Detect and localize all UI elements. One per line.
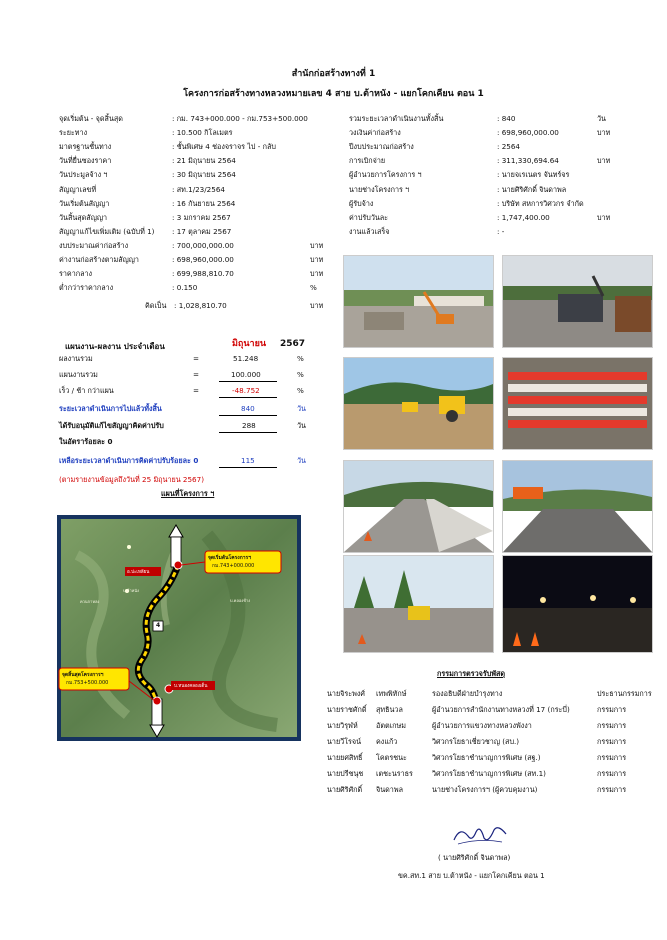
committee-last-name: เตชะนราธร [376,769,413,778]
detail-value: : 0.150 [172,283,198,293]
detail-value: : 700,000,000.00 [172,240,234,250]
divider [219,467,277,468]
committee-first-name: นายราชศักดิ์ [327,705,367,714]
detail-unit: บาท [310,255,324,264]
progress-row-value: 51.248 [233,354,259,363]
progress-row-label: แผนงานรวม [59,370,98,379]
committee-position: ผู้อำนวยการสำนักงานทางหลวงที่ 17 (กระบี่) [432,705,570,714]
map-place-label: ควนกาหลง [80,599,100,604]
detail-label: ผู้รับจ้าง [349,198,374,208]
committee-first-name: นายจิระพงศ์ [327,689,365,698]
detail-label: วันสิ้นสุดสัญญา [59,212,107,222]
detail-value: : บริษัท สหการวิศวกร จำกัด [497,198,584,208]
construction-photo [343,460,494,553]
committee-first-name: นายยศสิทธิ์ [327,753,363,762]
detail-label: วันที่ยื่นซองราคา [59,156,112,166]
progress-row-unit: % [297,370,304,379]
detail-value: : 10.500 กิโลเมตร [172,128,233,138]
detail-label: ระยะทาง [59,128,88,138]
map-route-number: 4 [156,622,161,629]
progress-title: แผนงาน-ผลงาน ประจำเดือน [65,342,165,351]
exempt-label: ได้รับอนุมัติแก้ไขสัญญาคิดค่าปรับ [59,421,164,430]
detail-value: : สท.1/23/2564 [172,184,225,194]
below-price-value: : 1,028,810.70 [174,301,227,310]
detail-value: : นายจเรเนตร จันทร์จร [497,170,570,180]
detail-label: ค่างานก่อสร้างตามสัญญา [59,255,139,264]
divider [219,397,277,398]
progress-row-eq: = [193,386,200,395]
construction-photo [502,255,653,348]
detail-label: งบประมาณค่าก่อสร้าง [59,240,129,250]
detail-unit: บาท [597,128,611,138]
detail-label: การเบิกจ่าย [349,156,386,166]
progress-row-label: ผลงานรวม [59,354,93,363]
divider [219,415,277,416]
progress-row-value: 100.000 [231,370,261,379]
committee-role: กรรมการ [597,721,627,730]
map-graphic [57,515,301,741]
progress-row-value: -48.752 [232,386,260,395]
project-title: โครงการก่อสร้างทางหลวงหมายเลข 4 สาย บ.ต้าหนัง - แยกโคกเคียน ตอน 1 [183,89,484,99]
committee-last-name: อัตตเกษม [376,721,406,730]
detail-value: : 698,960,000.00 [497,128,559,138]
detail-unit: บาท [310,240,324,250]
remain-value: 115 [241,456,255,465]
detail-value: : 21 มิถุนายน 2564 [172,156,236,166]
detail-value: : 698,960,000.00 [172,255,234,264]
fine-label: ในอัตราร้อยละ 0 [59,437,113,446]
progress-row-eq: = [193,370,200,379]
detail-label: สัญญาแก้ไขเพิ่มเติม (ฉบับที่ 1) [59,226,155,236]
committee-position: ผู้อำนวยการแขวงทางหลวงพังงา [432,721,532,730]
construction-photo [502,460,653,553]
handwritten-signature [450,822,510,848]
exempt-value: 288 [242,421,256,430]
detail-value: : 311,330,694.64 [497,156,559,166]
committee-role: กรรมการ [597,785,627,794]
detail-label: จุดเริ่มต้น - จุดสิ้นสุด [59,114,123,123]
committee-title: กรรมการตรวจรับพัสดุ [437,669,506,678]
below-price-unit: บาท [310,301,324,310]
elapsed-value: 840 [241,404,255,413]
project-map [57,515,301,741]
committee-last-name: คงแก้ว [376,737,398,746]
committee-first-name: นายวิรุฬห์ [327,721,358,730]
divider [219,381,277,382]
map-start-callout: จุดเริ่มต้นโครงการฯ [208,555,252,561]
elapsed-label: ระยะเวลาดำเนินการไปแล้วทั้งสิ้น [59,404,162,413]
map-label-bottom: บ.หนองคลองเต็น [174,684,208,689]
detail-label: ต่ำกว่าราคากลาง [59,283,114,293]
map-start-km: กม.743+000.000 [212,563,255,569]
detail-value: : กม. 743+000.000 - กม.753+500.000 [172,114,308,123]
signer-name: ( นายศิริศักดิ์ จินดาพล) [438,853,511,862]
report-note: (ตามรายงานข้อมูลถึงวันที่ 25 มิถุนายน 2567) [59,475,204,484]
committee-role: กรรมการ [597,737,627,746]
footer-project: ขค.สท.1 สาย บ.ต้าหนัง - แยกโคกเคียน ตอน 1 [398,871,545,880]
detail-value: : 840 [497,114,516,123]
committee-role: กรรมการ [597,769,627,778]
office-title: สำนักก่อสร้างทางที่ 1 [291,69,376,79]
committee-last-name: จินดาพล [376,785,403,794]
committee-position: วิศวกรโยธาชำนาญการพิเศษ (สฐ.) [432,753,541,762]
detail-label: รวมระยะเวลาดำเนินงานทั้งสิ้น [349,114,444,123]
map-end-callout: จุดสิ้นสุดโครงการฯ [62,672,104,678]
detail-unit: บาท [310,269,324,279]
committee-first-name: นายศิริศักดิ์ [327,785,363,794]
progress-row-eq: = [193,354,200,363]
detail-label: งานแล้วเสร็จ [349,226,390,236]
divider [219,432,277,433]
committee-position: วิศวกรโยธาชำนาญการพิเศษ (สท.1) [432,769,546,778]
detail-label: นายช่างโครงการ ฯ [349,184,410,194]
detail-label: ค่าปรับวันละ [349,212,389,222]
detail-value: : 30 มิถุนายน 2564 [172,170,236,180]
committee-role: กรรมการ [597,753,627,762]
progress-row-unit: % [297,354,304,363]
detail-value: : 2564 [497,142,520,152]
construction-photo [343,255,494,348]
detail-label: ราคากลาง [59,269,93,279]
remain-label: เหลือระยะเวลาดำเนินการคิดค่าปรับร้อยละ 0 [59,456,199,465]
detail-value: : 1,747,400.00 [497,212,550,222]
detail-value: : 699,988,810.70 [172,269,234,279]
committee-last-name: สุทธินวล [376,705,403,714]
detail-value: : 3 มกราคม 2567 [172,212,231,222]
committee-role: ประธานกรรมการ [597,689,652,698]
committee-position: นายช่างโครงการฯ (ผู้ควบคุมงาน) [432,785,538,794]
exempt-unit: วัน [297,421,306,430]
detail-value: : นายศิริศักดิ์ จินดาพล [497,184,567,194]
detail-unit: บาท [597,156,611,166]
detail-value: : - [497,226,505,236]
committee-role: กรรมการ [597,705,627,714]
map-label-top: อ.ปะเหลียน [127,570,150,575]
construction-photo [502,555,653,653]
detail-label: สัญญาเลขที่ [59,184,97,194]
progress-row-label: เร็ว / ช้า กว่าแผน [59,386,114,395]
progress-month: มิถุนายน [232,339,267,349]
committee-position: วิศวกรโยธาเชี่ยวชาญ (สบ.) [432,737,520,746]
map-place-label: บ.ต้าหนัง [123,588,139,593]
detail-label: มาตรฐานชั้นทาง [59,142,112,152]
detail-label: วันประมูลจ้าง ฯ [59,170,108,180]
committee-last-name: เทพพิทักษ์ [376,689,407,698]
construction-photo [343,357,494,450]
progress-year: 2567 [280,339,306,349]
committee-position: รองอธิบดีฝ่ายบำรุงทาง [432,689,503,698]
progress-row-unit: % [297,386,304,395]
committee-first-name: นายปรีชนุช [327,769,364,778]
map-title: แผนที่โครงการ ฯ [161,489,215,498]
detail-label: วงเงินค่าก่อสร้าง [349,128,401,138]
committee-first-name: นายวีโรจน์ [327,737,362,746]
map-end-km: กม.753+500.000 [66,680,109,686]
detail-unit: % [310,283,317,293]
construction-photo [343,555,494,653]
detail-unit: วัน [597,114,606,123]
below-price-label: คิดเป็น [145,301,167,310]
construction-photo [502,357,653,450]
map-place-label: บ.คลองช้าง [230,598,251,603]
detail-label: ผู้อำนวยการโครงการ ฯ [349,170,422,180]
committee-last-name: โคตรชนะ [376,753,407,762]
detail-value: : 16 กันยายน 2564 [172,198,236,208]
detail-unit: บาท [597,212,611,222]
elapsed-unit: วัน [297,404,306,413]
remain-unit: วัน [297,456,306,465]
detail-value: : 17 ตุลาคม 2567 [172,226,232,236]
detail-value: : ชั้นพิเศษ 4 ช่องจราจร ไป - กลับ [172,142,276,152]
detail-label: วันเริ่มต้นสัญญา [59,198,110,208]
detail-label: ปีงบประมาณก่อสร้าง [349,142,414,152]
